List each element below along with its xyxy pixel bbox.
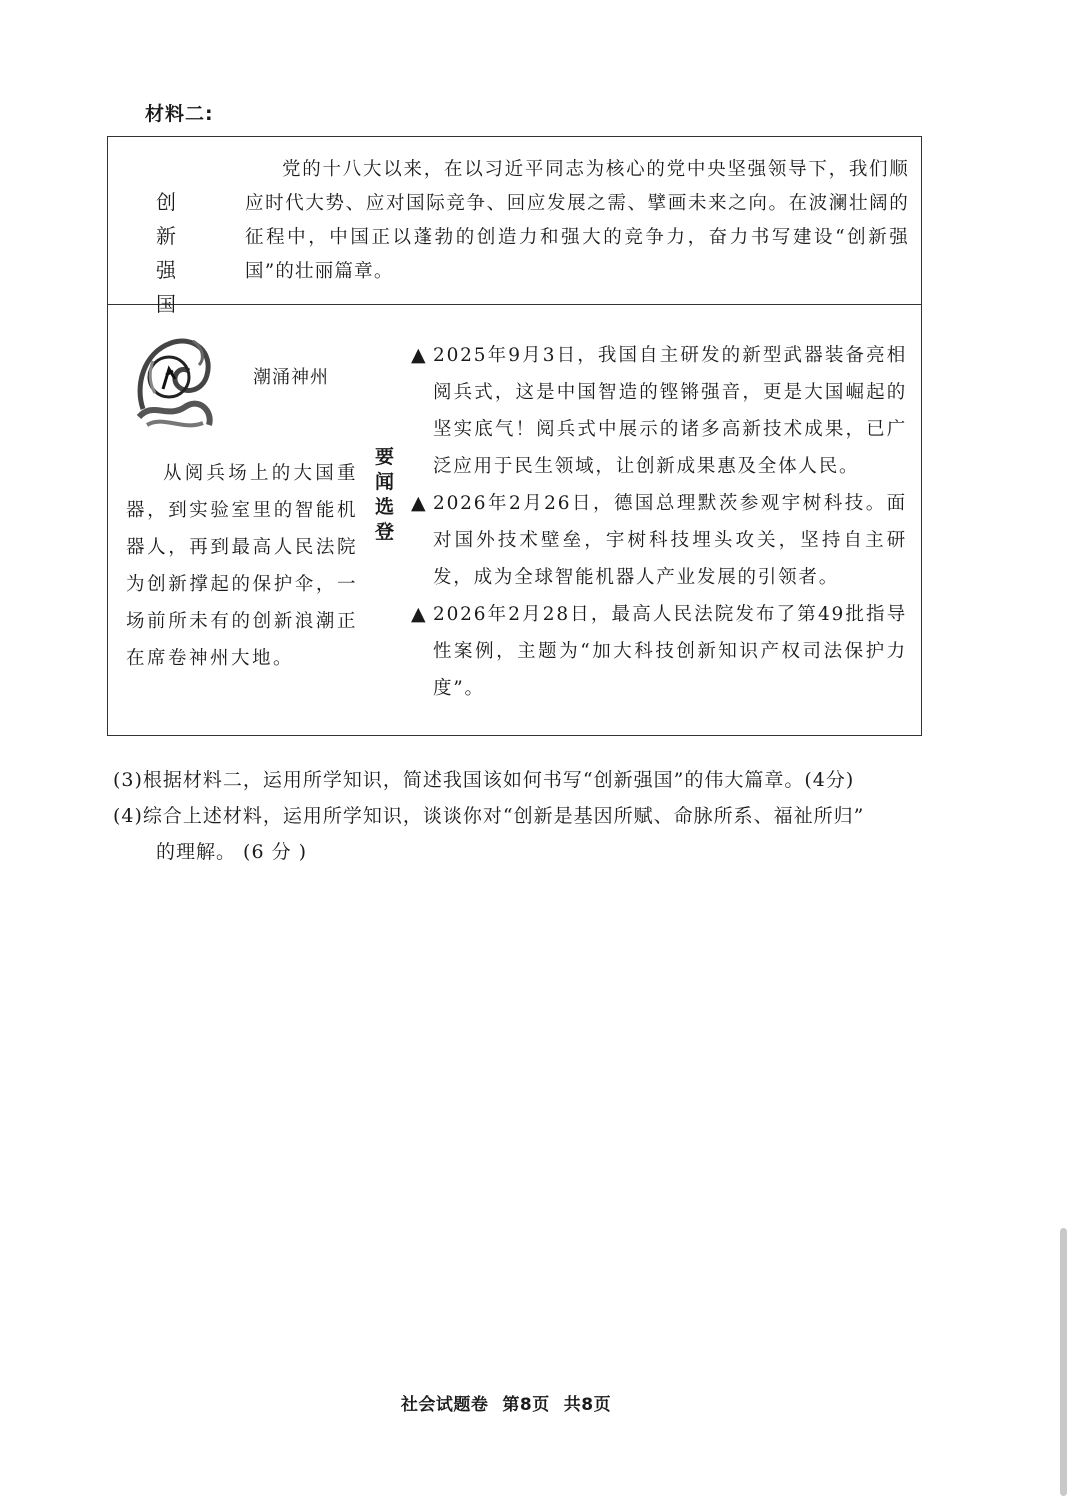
section-title [156, 185, 208, 321]
section-title-line1: 创 新 [156, 190, 181, 248]
news-text: 2026年2月26日，德国总理默茨参观宇树科技。面对国外技术壁垒，宇树科技埋头攻关，坚持自主研发，成为全球智能机器人产业发展的引领者。 [433, 493, 907, 588]
section-title-line2: 强 国 [156, 258, 181, 316]
news-label-char: 登 [375, 521, 395, 543]
news-item [411, 485, 907, 596]
news-label-char: 要 [375, 446, 395, 468]
wave-emblem-icon [133, 331, 217, 435]
news-text: 2026年2月28日，最高人民法院发布了第49批指导性案例，主题为“加大科技创新知识产权司法保护力度”。 [433, 604, 907, 699]
innovation-section [108, 137, 921, 316]
total-pages: 共8页 [563, 1395, 612, 1415]
triangle-bullet-icon: ▲ [411, 344, 428, 366]
emblem-title: 潮涌神州 [253, 367, 329, 388]
question-3: (3)根据材料二，运用所学知识，简述我国该如何书写“创新强国”的伟大篇章。(4分) [113, 769, 855, 791]
news-label-char: 闻 [375, 471, 395, 493]
news-list [411, 337, 907, 707]
news-item [411, 596, 907, 707]
triangle-bullet-icon: ▲ [411, 603, 428, 625]
news-text: 2025年9月3日，我国自主研发的新型武器装备亮相阅兵式，这是中国智造的铿锵强音，更是大国崛起的坚实底气！阅兵式中展示的诸多高新技术成果，已广泛应用于民生领域，让创新成果惠及全体人民。 [433, 345, 907, 477]
material-label: 材料二: [145, 103, 214, 125]
page-number: 第8页 [502, 1395, 550, 1415]
intro-paragraph: 党的十八大以来，在以习近平同志为核心的党中央坚强领导下，我们顺应时代大势、应对国际竞争、回应发展之需、擘画未来之向。在波澜壮阔的征程中，中国正以蓬勃的创造力和强大的竞争力，奋力书写建设“创新强国”的壮丽篇章。 [245, 159, 909, 282]
page-footer [0, 1390, 1012, 1415]
material-box [107, 136, 922, 736]
innovation-wave-paragraph: 从阅兵场上的大国重器，到实验室里的智能机器人，再到最高人民法院为创新撑起的保护伞，一场前所未有的创新浪潮正在席卷神州大地。 [126, 463, 358, 669]
question-4-continued: 的理解。 (6 分 ) [156, 841, 308, 863]
exam-name: 社会试题卷 [400, 1395, 489, 1415]
news-label [375, 445, 399, 545]
triangle-bullet-icon: ▲ [411, 492, 428, 514]
news-item [411, 337, 907, 485]
scrollbar[interactable] [1060, 1228, 1067, 1496]
question-4: (4)综合上述材料，运用所学知识，谈谈你对“创新是基因所赋、命脉所系、福祉所归” [113, 805, 865, 827]
questions [113, 762, 923, 870]
news-label-char: 选 [375, 496, 395, 518]
